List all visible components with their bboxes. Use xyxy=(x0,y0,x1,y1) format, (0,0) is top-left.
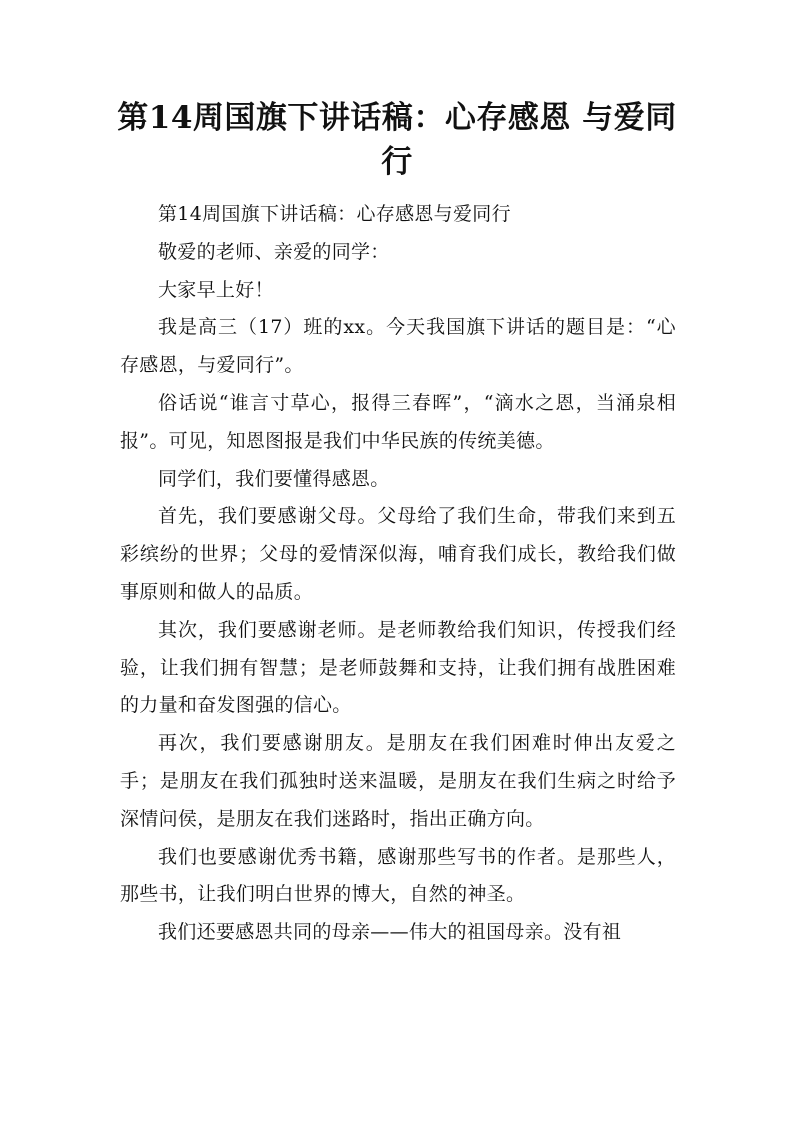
paragraph-salutation: 敬爱的老师、亲爱的同学： xyxy=(158,240,390,263)
document-body xyxy=(120,196,676,952)
paragraph-thank-parents: 首先，我们要感谢父母。父母给了我们生命，带我们来到五彩缤纷的世界；父母的爱情深似海，哺育我们成长，教给我们做事原则和做人的品质。 xyxy=(120,505,676,603)
paragraph-introduction: 我是高三（17）班的xx。今天我国旗下讲话的题目是：“心存感恩，与爱同行”。 xyxy=(120,316,676,377)
paragraph-greeting: 大家早上好！ xyxy=(158,278,274,301)
paragraph-thank-teachers: 其次，我们要感谢老师。是老师教给我们知识，传授我们经验，让我们拥有智慧；是老师鼓舞和支持，让我们拥有战胜困难的力量和奋发图强的信心。 xyxy=(120,618,676,717)
paragraph-thank-books: 我们也要感谢优秀书籍，感谢那些写书的作者。是那些人，那些书，让我们明白世界的博大，自然的神圣。 xyxy=(120,845,676,906)
paragraph-thank-motherland: 我们还要感恩共同的母亲——伟大的祖国母亲。没有祖 xyxy=(158,921,622,944)
paragraph-thank-friends: 再次，我们要感谢朋友。是朋友在我们困难时伸出友爱之手；是朋友在我们孤独时送来温暖，是朋友在我们生病之时给予深情问侯，是朋友在我们迷路时，指出正确方向。 xyxy=(120,732,676,830)
document-title: 第14周国旗下讲话稿：心存感恩 与爱同行 xyxy=(117,100,677,180)
paragraph-call-to-gratitude: 同学们，我们要懂得感恩。 xyxy=(158,467,390,490)
paragraph-proverb: 俗话说“谁言寸草心，报得三春晖”，“滴水之恩，当涌泉相报”。可见，知恩图报是我们中华民族的传统美德。 xyxy=(120,391,676,452)
paragraph-subtitle: 第14周国旗下讲话稿：心存感恩与爱同行 xyxy=(158,203,511,225)
